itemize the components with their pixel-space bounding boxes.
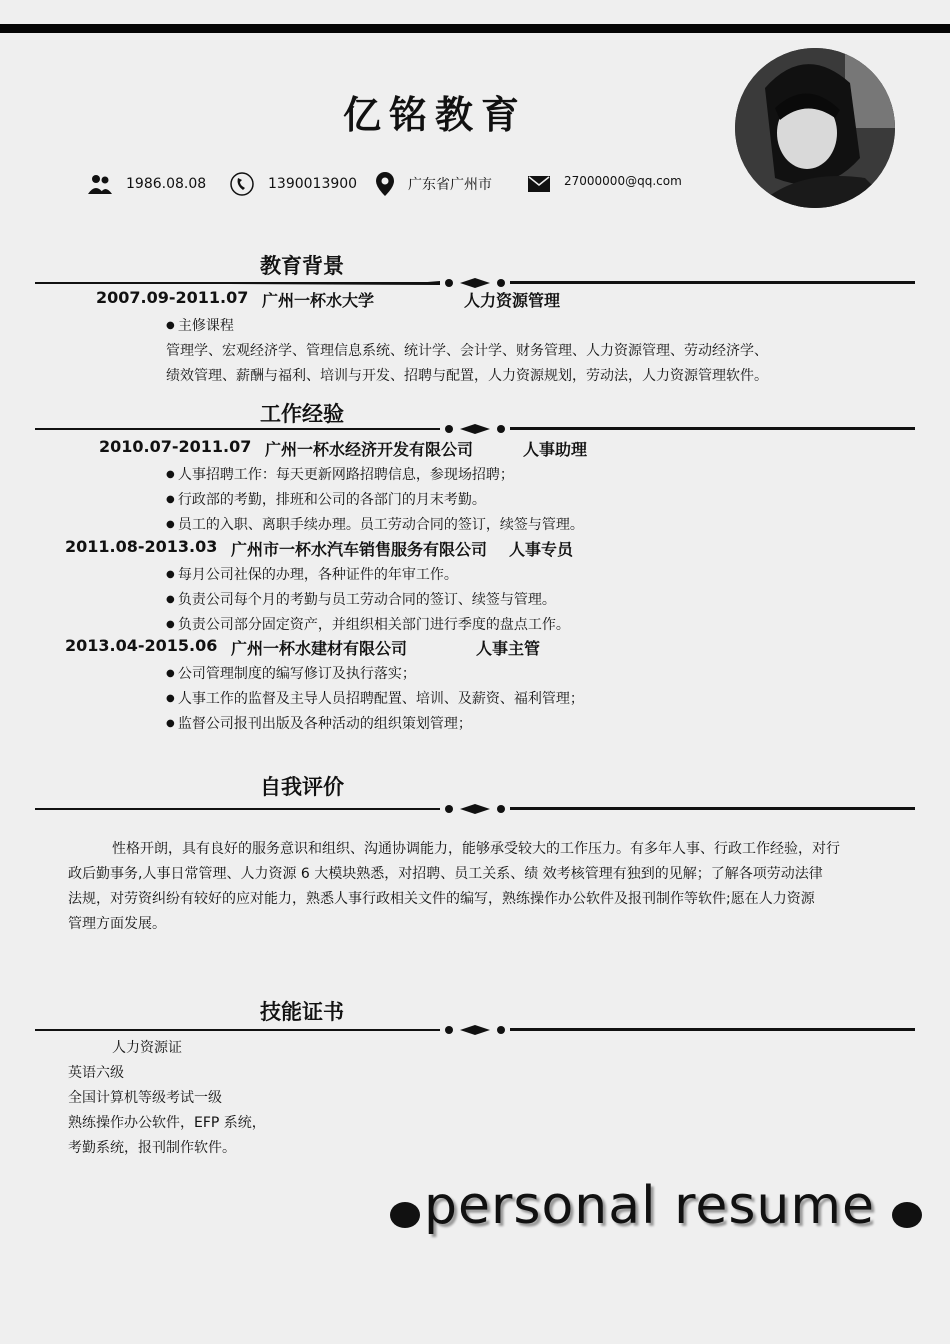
footer-dot-right — [892, 1202, 922, 1228]
work-item: ● 每月公司社保的办理，各种证件的年审工作。 — [166, 564, 458, 584]
email-address: 27000000@qq.com — [564, 174, 682, 188]
work-company: 广州一杯水建材有限公司 — [231, 639, 408, 658]
edu-period: 2007.09-2011.07 — [96, 288, 249, 307]
contact-phone — [230, 170, 357, 198]
skill-item: 人力资源证 — [112, 1040, 182, 1056]
work-item: ● 负责公司每个月的考勤与员工劳动合同的签订、续签与管理。 — [166, 589, 556, 609]
footer-banner — [388, 1176, 928, 1250]
section-divider — [35, 802, 915, 816]
work-item: ● 监督公司报刊出版及各种活动的组织策划管理； — [166, 713, 472, 733]
work-period: 2010.07-2011.07 — [99, 437, 252, 456]
footer-dot-left — [390, 1202, 420, 1228]
page-title: 亿铭教育 — [342, 93, 527, 137]
phone-icon — [230, 172, 254, 196]
work-item: ● 负责公司部分固定资产，并组织相关部门进行季度的盘点工作。 — [166, 614, 570, 634]
work-period: 2013.04-2015.06 — [65, 636, 218, 655]
contact-email — [528, 170, 682, 198]
work-item: ● 人事招聘工作：每天更新网路招聘信息，参现场招聘； — [166, 464, 514, 484]
work-title: 人事主管 — [476, 639, 541, 658]
work-item: ● 人事工作的监督及主导人员招聘配置、培训、及薪资、福利管理； — [166, 688, 584, 708]
footer-text: personal resume — [424, 1176, 876, 1236]
people-icon — [88, 174, 112, 194]
section-title-self-eval: 自我评价 — [260, 775, 344, 799]
skill-item: 全国计算机等级考试一级 — [68, 1090, 222, 1106]
edu-major: 人力资源管理 — [464, 291, 561, 310]
avatar — [735, 48, 895, 208]
self-eval-line: 政后勤事务,人事日常管理、人力资源 6 大模块熟悉，对招聘、员工关系、绩 效考核管理有独到的见解；了解各项劳动法律 — [68, 866, 823, 882]
self-eval-line: 性格开朗，具有良好的服务意识和组织、沟通协调能力，能够承受较大的工作压力。有多年人事、行政工作经验，对行 — [112, 841, 840, 857]
envelope-icon — [528, 176, 550, 192]
work-title: 人事专员 — [509, 540, 574, 559]
work-title: 人事助理 — [523, 440, 588, 459]
location: 广东省广州市 — [408, 177, 492, 193]
work-item: ● 公司管理制度的编写修订及执行落实； — [166, 663, 416, 683]
work-company: 广州市一杯水汽车销售服务有限公司 — [231, 540, 488, 559]
edu-course-label: ● 主修课程 — [166, 315, 234, 335]
section-title-work: 工作经验 — [260, 402, 344, 426]
work-company: 广州一杯水经济开发有限公司 — [265, 440, 474, 459]
edu-course-line: 绩效管理、薪酬与福利、培训与开发、招聘与配置，人力资源规划，劳动法，人力资源管理软件。 — [166, 368, 768, 384]
work-period: 2011.08-2013.03 — [65, 537, 218, 556]
work-item: ● 员工的入职、离职手续办理。员工劳动合同的签订，续签与管理。 — [166, 514, 584, 534]
skill-item: 英语六级 — [68, 1065, 124, 1081]
top-bar — [0, 24, 950, 33]
location-pin-icon — [376, 172, 394, 196]
section-title-education: 教育背景 — [260, 254, 344, 278]
section-divider — [35, 1023, 915, 1037]
contact-location — [376, 170, 492, 198]
contact-birth — [88, 170, 206, 198]
birth-date: 1986.08.08 — [126, 176, 207, 192]
self-eval-line: 法规，对劳资纠纷有较好的应对能力，熟悉人事行政相关文件的编写，熟练操作办公软件及报刊制作等软件;愿在人力资源 — [68, 891, 815, 907]
skill-item: 考勤系统，报刊制作软件。 — [68, 1140, 236, 1156]
section-divider — [35, 422, 915, 436]
self-eval-line: 管理方面发展。 — [68, 916, 166, 932]
edu-school: 广州一杯水大学 — [262, 291, 375, 310]
phone-number: 1390013900 — [268, 176, 358, 192]
work-item: ● 行政部的考勤，排班和公司的各部门的月末考勤。 — [166, 489, 486, 509]
edu-course-line: 管理学、宏观经济学、管理信息系统、统计学、会计学、财务管理、人力资源管理、劳动经济学、 — [166, 343, 768, 359]
section-title-skills: 技能证书 — [260, 1000, 344, 1024]
skill-item: 熟练操作办公软件，EFP 系统， — [68, 1115, 266, 1131]
